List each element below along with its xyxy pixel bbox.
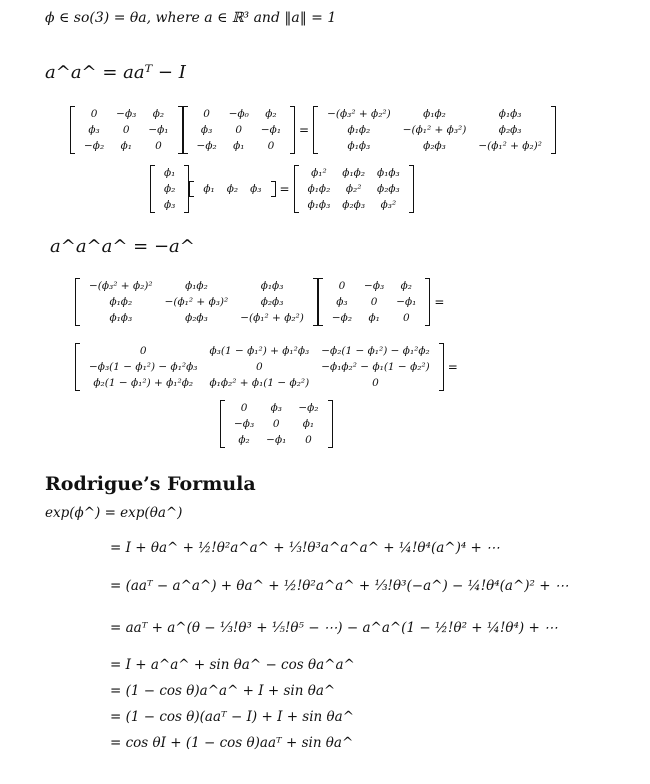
matrix-row — [83, 359, 436, 375]
matrix-cell: ϕ₃ — [270, 402, 282, 414]
matrix-row — [158, 165, 181, 181]
section2-product — [75, 278, 448, 326]
matrix-cell: ϕ₁ϕ₃ — [347, 140, 371, 152]
matrix-cell: −ϕ₃ — [364, 280, 385, 292]
matrix-cell: 0 — [267, 140, 275, 152]
matrix-row — [302, 181, 406, 197]
matrix-cell: ϕ₁ϕ₂ — [342, 167, 366, 179]
matrix-row — [321, 106, 548, 122]
matrix-row — [302, 197, 406, 213]
matrix-cell: ϕ₂ϕ₃ — [377, 183, 400, 195]
matrix-cell: −ϕ₂ — [331, 312, 353, 324]
matrix-cell: ϕ₃² — [380, 199, 397, 211]
matrix-cell: ϕ₃ — [164, 199, 176, 211]
matrix-cell: 0 — [372, 377, 379, 389]
matrix-cell: −ϕ₁ϕ₂² − ϕ₁(1 − ϕ₂²) — [321, 361, 430, 373]
matrix-cell: ϕ₁ϕ₃ — [377, 167, 400, 179]
matrix-cell: ϕ₁ϕ₂ — [185, 280, 208, 292]
matrix-row — [197, 181, 267, 197]
matrix-cell: ϕ₂ — [400, 280, 412, 292]
matrix-cell: ϕ₃ — [336, 296, 348, 308]
rodrigues-line-0: exp(ϕ^) = exp(θa^) — [45, 505, 183, 521]
matrix-row — [83, 343, 436, 359]
matrix-cell: −ϕ₁ — [266, 434, 287, 446]
section1-product — [70, 106, 556, 154]
matrix-left — [75, 278, 318, 326]
matrix-cell: −ϕ₂ — [196, 140, 217, 152]
matrix-cell: −(ϕ₃² + ϕ₂²) — [327, 108, 391, 120]
matrix-cell: ϕ₂ϕ₃ — [185, 312, 208, 324]
matrix-cell: −(ϕ₃² + ϕ₂)² — [89, 280, 153, 292]
matrix-cell: 0 — [203, 108, 210, 120]
rodrigues-line-7: = cos θI + (1 − cos θ)aaᵀ + sin θa^ — [110, 735, 354, 751]
matrix-cell: ϕ₂ — [238, 434, 250, 446]
rodrigues-line-5: = (1 − cos θ)a^a^ + I + sin θa^ — [110, 683, 336, 699]
rodrigues-line-3: = aaᵀ + a^(θ − ⅓!θ³ + ⅕!θ⁵ − ⋯) − a^a^(1 − ½!θ² + ¼!θ⁴) + ⋯ — [110, 620, 558, 636]
section1-title: a^a^ = aaᵀ − I — [45, 62, 186, 83]
matrix-row — [228, 416, 325, 432]
matrix-cell: ϕ₁ϕ₂ — [307, 183, 331, 195]
matrix-cell: 0 — [272, 418, 280, 430]
matrix-row — [78, 138, 175, 154]
section2-middle — [75, 343, 462, 391]
matrix-row — [83, 278, 310, 294]
matrix-cell: 0 — [305, 434, 312, 446]
matrix-cell: ϕ₃(1 − ϕ₁²) + ϕ₁²ϕ₃ — [209, 345, 310, 357]
matrix-cell: 0 — [122, 124, 130, 136]
matrix-cell: ϕ₁ — [233, 140, 245, 152]
matrix-cell: 0 — [370, 296, 378, 308]
matrix-cell: 0 — [90, 108, 98, 120]
matrix-cell: ϕ₂ϕ₃ — [260, 296, 284, 308]
matrix-row — [326, 294, 423, 310]
matrix-result — [313, 106, 556, 154]
matrix-row — [83, 375, 436, 391]
matrix-skew — [318, 278, 431, 326]
matrix-cell: 0 — [256, 361, 263, 373]
matrix-cell: ϕ₂ϕ₃ — [342, 199, 366, 211]
matrix-cell: ϕ₂ϕ₃ — [498, 124, 522, 136]
matrix-row — [78, 122, 175, 138]
matrix-cell: ϕ₁ — [120, 140, 132, 152]
matrix-cell: ϕ₂ — [265, 108, 277, 120]
matrix-cell: 0 — [402, 312, 410, 324]
matrix-cell: ϕ₁ϕ₂² + ϕ₁(1 − ϕ₂²) — [209, 377, 310, 389]
matrix-cell: ϕ₂(1 − ϕ₁²) + ϕ₁²ϕ₂ — [93, 377, 194, 389]
matrix-row — [228, 400, 325, 416]
section2-end — [220, 400, 333, 448]
matrix-cell: ϕ₁² — [311, 167, 327, 179]
rodrigues-line-2: = (aaᵀ − a^a^) + θa^ + ½!θ²a^a^ + ⅓!θ³(−a^) − ¼!θ⁴(a^)² + ⋯ — [110, 578, 569, 594]
matrix-row — [83, 294, 310, 310]
matrix-row — [302, 165, 406, 181]
matrix-row — [321, 122, 548, 138]
matrix-cell: ϕ₂ — [226, 183, 239, 195]
matrix-cell: ϕ₁ — [302, 418, 315, 430]
matrix-cell: −(ϕ₁² + ϕ₂²) — [240, 312, 304, 324]
rodrigues-title: Rodrigue’s Formula — [45, 473, 256, 495]
matrix-cell: ϕ₂² — [345, 183, 362, 195]
matrix-cell: −(ϕ₁² + ϕ₃²) — [402, 124, 467, 136]
matrix-cell: ϕ₁ϕ₃ — [109, 312, 133, 324]
matrix-cell: ϕ₁ϕ₂ — [109, 296, 133, 308]
equals-sign: = — [447, 360, 458, 374]
matrix-row — [78, 106, 175, 122]
matrix-cell: ϕ₁ϕ₃ — [260, 280, 284, 292]
matrix-row — [191, 106, 288, 122]
rodrigues-line-4: = I + a^a^ + sin θa^ − cos θa^a^ — [110, 657, 355, 673]
matrix-cell: ϕ₃ — [200, 124, 213, 136]
matrix-row — [191, 122, 288, 138]
matrix-cell: −ϕ₂ — [84, 140, 105, 152]
outer-product — [150, 165, 414, 213]
matrix-row — [158, 181, 181, 197]
matrix-cell: 0 — [338, 280, 346, 292]
rodrigues-line-1: = I + θa^ + ½!θ²a^a^ + ⅓!θ³a^a^a^ + ¼!θ⁴(a^)⁴ + ⋯ — [110, 540, 500, 556]
matrix-cell: −ϕ₁ — [260, 124, 282, 136]
matrix-cell: 0 — [139, 345, 147, 357]
matrix-cell: 0 — [235, 124, 243, 136]
matrix-cell: ϕ₁ϕ₂ — [423, 108, 446, 120]
row-vector — [189, 181, 275, 197]
matrix-cell: −ϕ₃ — [234, 418, 255, 430]
matrix-a — [70, 106, 183, 154]
matrix-cell: 0 — [155, 140, 162, 152]
equals-sign: = — [279, 182, 290, 196]
matrix-row — [158, 197, 181, 213]
matrix-cell: ϕ₁ϕ₃ — [307, 199, 331, 211]
matrix-cell: ϕ₂ — [152, 108, 165, 120]
matrix-end — [220, 400, 333, 448]
section2-title: a^a^a^ = −a^ — [50, 236, 195, 257]
matrix-cell: −ϕ₂(1 − ϕ₁²) − ϕ₁²ϕ₂ — [321, 345, 430, 357]
matrix-b — [183, 106, 296, 154]
matrix-cell: ϕ₁ — [203, 183, 215, 195]
rodrigues-heading — [45, 473, 256, 495]
matrix-cell: −ϕ₀ — [228, 108, 249, 120]
matrix-row — [191, 138, 288, 154]
matrix-cell: −ϕ₃(1 − ϕ₁²) − ϕ₁²ϕ₃ — [89, 361, 198, 373]
rodrigues-line-6: = (1 − cos θ)(aaᵀ − I) + I + sin θa^ — [110, 709, 355, 725]
matrix-row — [326, 310, 423, 326]
matrix-middle — [75, 343, 444, 391]
equals-sign: = — [299, 123, 310, 137]
matrix-cell: −ϕ₁ — [396, 296, 417, 308]
equals-sign: = — [434, 295, 445, 309]
matrix-row — [321, 138, 548, 154]
matrix-cell: −ϕ₂ — [298, 402, 319, 414]
column-vector — [150, 165, 189, 213]
matrix-cell: 0 — [240, 402, 248, 414]
matrix-cell: −ϕ₁ — [148, 124, 169, 136]
matrix-cell: −(ϕ₁² + ϕ₂)² — [478, 140, 542, 152]
matrix-cell: −(ϕ₁² + ϕ₃)² — [164, 296, 229, 308]
matrix-cell: −ϕ₃ — [116, 108, 137, 120]
matrix-cell: ϕ₃ — [88, 124, 100, 136]
matrix-row — [83, 310, 310, 326]
matrix-row — [326, 278, 423, 294]
matrix-cell: ϕ₃ — [250, 183, 262, 195]
matrix-cell: ϕ₁ϕ₃ — [498, 108, 522, 120]
header-equation: ϕ ∈ so(3) = θa, where a ∈ ℝ³ and ‖a‖ = 1 — [45, 10, 337, 26]
matrix-row — [228, 432, 325, 448]
matrix-cell: ϕ₂ — [164, 183, 176, 195]
matrix-cell: ϕ₂ϕ₃ — [423, 140, 446, 152]
matrix-cell: ϕ₁ϕ₂ — [347, 124, 371, 136]
outer-matrix — [294, 165, 414, 213]
matrix-cell: ϕ₁ — [164, 167, 176, 179]
matrix-cell: ϕ₁ — [368, 312, 380, 324]
